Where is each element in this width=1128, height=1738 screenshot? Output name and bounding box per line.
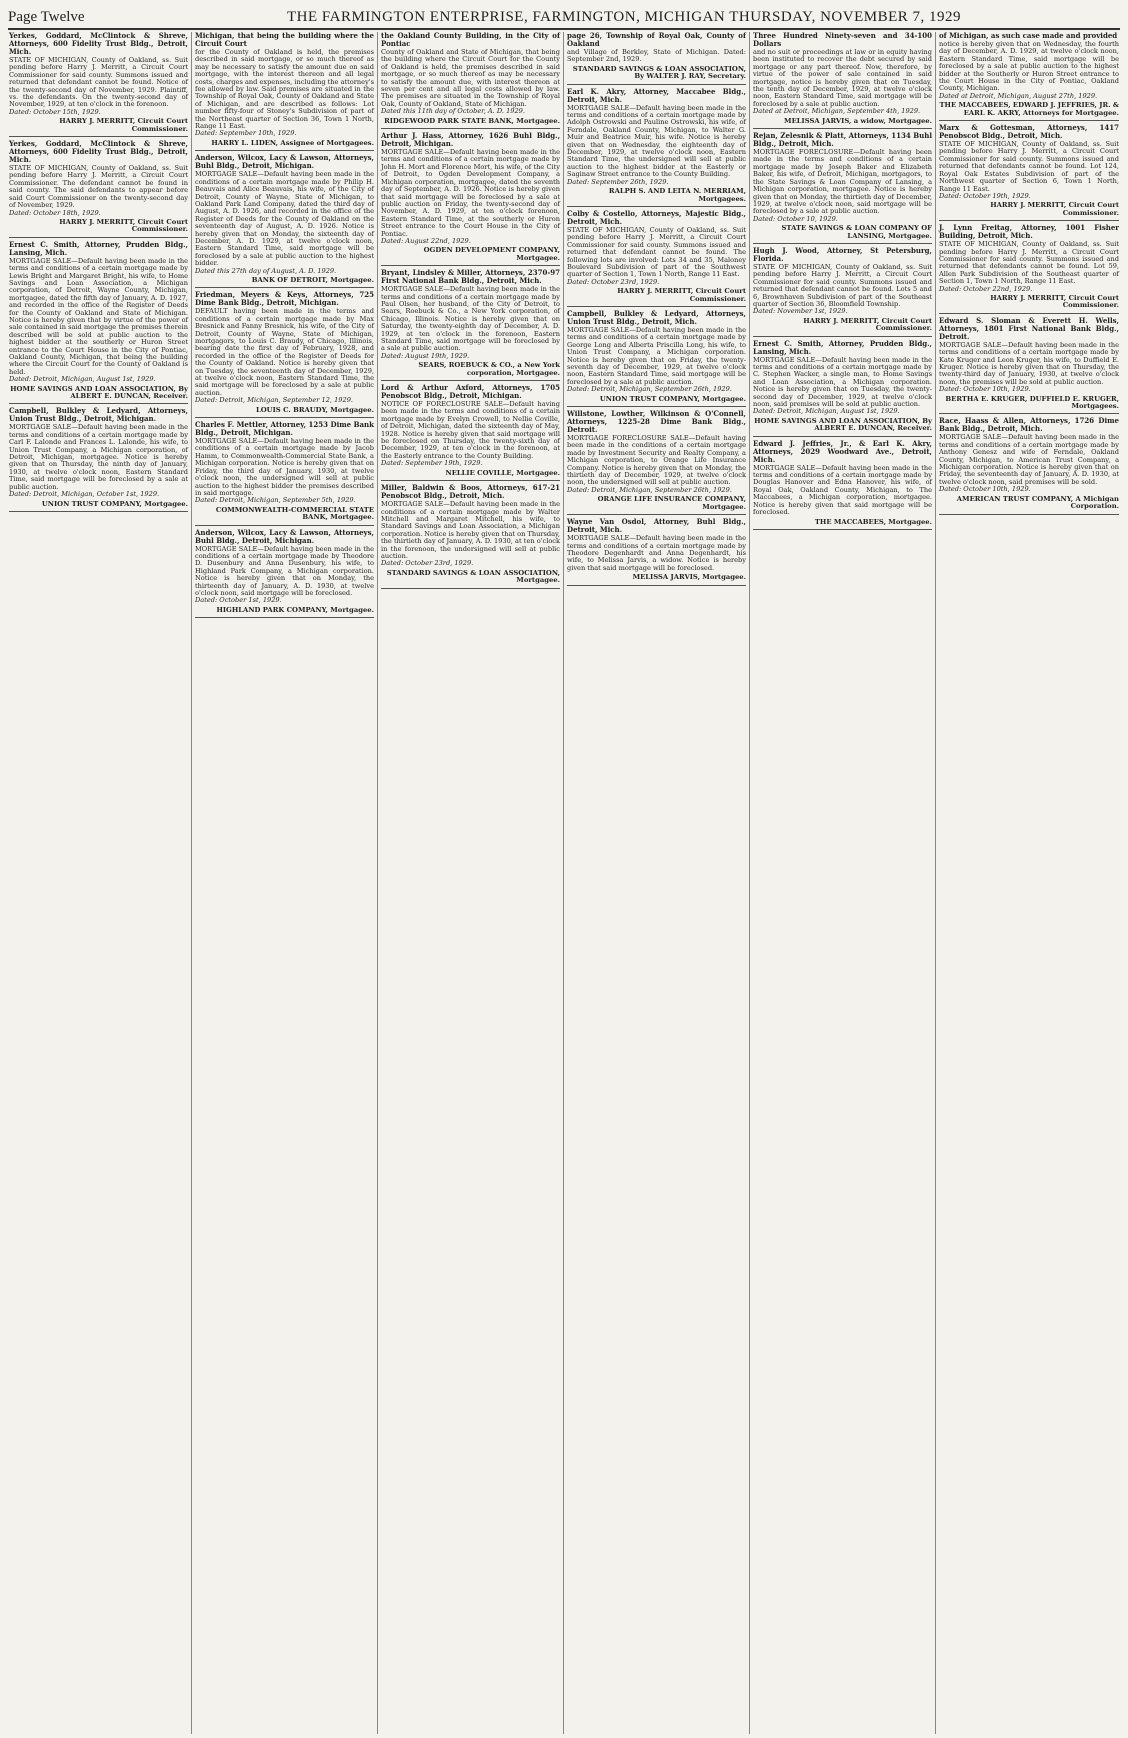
column-2 [192,32,378,1734]
notice-signature: ORANGE LIFE INSURANCE COMPANY, Mortgagee. [597,495,746,511]
notice-date: Dated: October 1st, 1929. [195,596,282,605]
notice-divider [939,313,1119,314]
notice-date: Dated: Detroit, Michigan, August 1st, 1929. [753,407,900,416]
notice-body: NOTICE OF FORECLOSURE SALE—Default having been made in the terms and conditions of a certain mortgage made by Evelyn Crowell, to Nellie Coville, of Detroit, Michigan, dated the sixteenth day of May, 1928. Notice is hereby given that said mortgage will be foreclosed on Thursday, the twenty-sixth day of December, 1929, at ten o'clock in the forenoon, at the Easterly entrance to the County Building. [381,400,560,460]
notice-heading: Charles F. Mettler, Attorney, 1253 Dime Bank Bldg., Detroit, Michigan. [195,420,374,438]
notice-heading: Hugh J. Wood, Attorney, St Petersburg, Florida. [753,245,932,263]
notice-heading: Yerkes, Goddard, McClintock & Shreve, Attorneys, 600 Fidelity Trust Bldg., Detroit, Mich. [9,32,188,56]
notice-heading: Friedman, Meyers & Keys, Attorneys, 725 Dime Bank Bldg., Detroit, Michigan. [195,290,374,308]
notice-body: MORTGAGE SALE—Default having been made in the terms and conditions of a certain mortgage made by C. Stephen Wacker, a single man, to Home Savings and Loan Association, a Michigan corporation. Notice is hereby given that on Tuesday, the twenty-second day of December, 1929, at twelve o'clock noon, said premises will be sold at public auction. [753,355,932,409]
notice-signature: HARRY J. MERRITT, Circuit Court Commissioner. [617,287,746,303]
notice-body: MORTGAGE FORECLOSURE SALE—Default having been made in the conditions of a certain mortgage made by Investment Security and Realty Company, a Michigan corporation, to Orange Life Insurance Company. Notice is hereby given that on Monday, the thirtieth day of December, 1929, at twelve o'clock noon, the undersigned will sell at public auction. [567,434,746,487]
notice-date: Dated: October 23rd, 1929. [567,277,660,286]
notice-signature: HARRY J. MERRITT, Circuit Court Commissioner. [990,293,1119,310]
notice-body: County of Oakland and State of Michigan, that being the building where the Circuit Court for the County of Oakland is held, the premises described in said mortgage, or so much thereof as may be necessary to satisfy the amount due, with interest thereon at seven per cent and all legal costs allowed by law. The premises are situated in the Township of Royal Oak, County of Oakland, State of Michigan. [381,48,560,108]
notice-body: notice is hereby given that on Wednesday, the fourth day of December, A. D. 1929, at twelve o'clock noon, Eastern Standard Time, said mortgage will be foreclosed by a sale at public auction to the highest bidder at the Southerly or Huron Street entrance to the Court House in the City of Pontiac, Oakland County, Michigan. [939,40,1119,93]
legal-notice [939,32,1119,117]
notice-divider [753,243,932,244]
notice-heading: Miller, Baldwin & Boos, Attorneys, 617-21 Penobscot Bldg., Detroit, Mich. [381,483,560,501]
notice-body: STATE OF MICHIGAN, County of Oakland, ss. Suit pending before Harry J. Merritt, a Circuit Court Commissioner for said county. Summons issued and returned that defendants cannot be found. Lot 124, Royal Oak Estates Subdivision of part of the Northwest quarter of Section 6, Town 1 North, Range 11 East. [939,140,1119,193]
newspaper-title: THE FARMINGTON ENTERPRISE, FARMINGTON, MICHIGAN THURSDAY, NOVEMBER 7, 1929 [287,9,961,25]
legal-notice [567,210,746,303]
notice-body: for the County of Oakland is held, the premises described in said mortgage, or so much thereof as may be necessary to satisfy the amount due on said mortgage, with the interest thereon and all legal costs, charges and expenses, including the attorney's fee allowed by law. Said premises are situated in the Township of Royal Oak, County of Oakland and State of Michigan, and are described as follows: Lot number fifty-four of Stoney's Subdivision of part of the Northeast quarter of Section 36, Town 1 North, Range 11 East. [195,48,374,131]
notice-heading: Edward J. Jeffries, Jr., & Earl K. Akry, Attorneys, 2029 Woodward Ave., Detroit, Mich. [753,438,932,464]
notice-body: MORTGAGE SALE—Default having been made in the conditions of a certain mortgage made by Philip H. Beauvais and Alice Beauvais, his wife, of the City of Detroit, County of Wayne, State of Michigan, to Oakland Park Land Company, dated the third day of August, A. D. 1926, and recorded in the office of the Register of Deeds for the County of Oakland on the seventeenth day of August, A. D. 1926. Notice is hereby given that on Monday, the sixteenth day of December, A. D. 1929, at twelve o'clock noon, Eastern Standard Time, said mortgage will be foreclosed by a sale at public auction to the highest bidder. [195,170,374,268]
notice-signature: OGDEN DEVELOPMENT COMPANY, Mortgagee. [423,246,560,262]
legal-notice [567,310,746,403]
notice-divider [567,585,746,586]
legal-notice [939,317,1119,411]
legal-notice [753,340,932,433]
notice-date: Dated: September 26th, 1929. [567,177,669,186]
notice-date: Dated: Detroit, Michigan, September 26th, 1929. [567,385,732,394]
notice-date: Dated: August 19th, 1929. [381,351,470,360]
notice-body: MORTGAGE SALE—Default having been made in the conditions of a certain mortgage made by Walter Mitchell and Margaret Mitchell, his wife, to Standard Savings and Loan Association, a Michigan corporation. Notice is hereby given that on Thursday, the thirtieth day of January, A. D. 1930, at ten o'clock in the forenoon, the undersigned will sell at public auction. [381,500,560,560]
notice-divider [381,380,560,381]
notice-heading: Michigan, that being the building where the Circuit Court [195,32,374,48]
legal-notice [753,247,932,333]
legal-notices-columns [6,32,1122,1734]
notice-divider [381,588,560,589]
notice-signature: AMERICAN TRUST COMPANY, A Michigan Corporation. [956,494,1119,511]
legal-notice [381,484,560,584]
legal-notice [939,417,1119,510]
notice-heading: Three Hundred Ninety-seven and 34-100 Dollars [753,32,932,48]
notice-date: Dated: October 23rd, 1929. [381,559,474,568]
notice-divider [381,480,560,481]
notice-divider [939,120,1119,121]
notice-heading: Lord & Arthur Axford, Attorneys, 1705 Penobscot Bldg., Detroit, Michigan. [381,383,560,401]
notice-date: Dated: Detroit, Michigan, October 1st, 1929. [9,490,160,499]
notice-date: Dated: October 10th, 1929. [939,485,1031,494]
notice-heading: Race, Haass & Allen, Attorneys, 1726 Dime Bank Bldg., Detroit, Mich. [939,416,1119,434]
notice-date: Dated: September 19th, 1929. [381,459,483,468]
notice-date: Dated: September 10th, 1929. [195,129,297,138]
notice-signature: BANK OF DETROIT, Mortgagee. [251,275,374,284]
notice-date: Dated: October 22nd, 1929. [939,284,1033,293]
legal-notice [753,32,932,125]
notice-divider [753,128,932,129]
notice-signature: HARRY J. MERRITT, Circuit Court Commissioner. [803,316,932,333]
notice-divider [9,403,188,404]
legal-notice [381,32,560,125]
notice-date: Dated: Detroit, Michigan, September 26th, 1929. [567,485,732,494]
column-1 [6,32,192,1734]
column-4 [564,32,750,1734]
notice-date: Dated at Detroit, Michigan, August 27th, 1929. [939,91,1098,100]
notice-heading: Ernest C. Smith, Attorney, Prudden Bldg., Lansing, Mich. [9,239,188,257]
notice-divider [567,84,746,85]
notice-body: MORTGAGE SALE—Default having been made in the terms and conditions of a certain mortgage made by Anthony Genesz and wife of Ferndale, Oakland County, Michigan, to American Trust Company, a Michigan corporation. Notice is hereby given that on Friday, the seventeenth day of January, A. D. 1930, at twelve o'clock noon, said premises will be sold. [939,433,1119,486]
notice-divider [9,511,188,512]
notice-heading: Campbell, Bulkley & Ledyard, Attorneys, Union Trust Bldg., Detroit, Mich. [567,308,746,326]
notice-heading: Arthur J. Hass, Attorney, 1626 Buhl Bldg., Detroit, Michigan. [381,131,560,149]
notice-heading: Earl K. Akry, Attorney, Maccabee Bldg., Detroit, Mich. [567,86,746,104]
notice-date: Dated: October 10th, 1929. [939,385,1031,394]
notice-signature: STANDARD SAVINGS & LOAN ASSOCIATION, Mortgagee. [386,568,560,585]
legal-notice [195,154,374,284]
notice-divider [567,306,746,307]
notice-body: MORTGAGE SALE—Default having been made in the terms and conditions of a certain mortgage made by George Long and Alberta Priscilla Long, his wife, to Union Trust Company, a Michigan corporation. Notice is hereby given that on Friday, the twenty-seventh day of December, 1929, at twelve o'clock noon, Eastern Standard Time, said mortgage will be foreclosed by a sale at public auction. [567,325,746,386]
legal-notice [195,421,374,521]
notice-body: DEFAULT having been made in the terms and conditions of a certain mortgage made by Max Bresnick and Fanny Bresnick, his wife, of the City of Detroit, County of Wayne, State of Michigan, mortgagors, to Louis C. Braudy, of Chicago, Illinois, bearing date the first day of February, 1928, and recorded in the office of the Register of Deeds for the County of Oakland. Notice is hereby given that on Tuesday, the seventeenth day of December, 1929, at twelve o'clock noon, Eastern Standard Time, the said mortgage will be foreclosed by a sale at public auction. [195,307,374,397]
notice-body: MORTGAGE SALE—Default having been made in the terms and conditions of a certain mortgage made by Adolph Ostrowski and Pauline Ostrowski, his wife, of Ferndale, Oakland County, Michigan, to Walter G. Muir and Beatrice Muir, his wife. Notice is hereby given that on Wednesday, the eighteenth day of December, 1929, at twelve o'clock noon, Eastern Standard Time, the undersigned will sell at public auction to the highest bidder at the Easterly or Saginaw Street entrance to the County Building. [567,103,746,179]
notice-date: Dated this 27th day of August, A. D. 1929. [195,266,337,275]
notice-divider [939,220,1119,221]
notice-divider [753,436,932,437]
notice-body: STATE OF MICHIGAN, County of Oakland, ss. Suit pending before Harry J. Merritt, a Circuit Court Commissioner for said county. Summons issued and returned that defendant cannot be found. Lots 5 and 6, Brownhaven Subdivision of part of the Southeast quarter of Section 36, Bloomfield Township. [753,262,932,308]
notice-signature: RIDGEWOOD PARK STATE BANK, Mortgagee. [384,116,560,125]
notice-body: STATE OF MICHIGAN, County of Oakland, ss. Suit pending before Harry J. Merritt, a Circuit Court Commissioner for said county. Summons issued and returned that defendant cannot be found. The following lots are involved: Lots 34 and 35, Maloney Boulevard Subdivision of part of the Southwest quarter of Section 1, Town 1 North, Range 11 East. [567,225,746,279]
legal-notice [381,132,560,262]
notice-divider [9,136,188,137]
notice-signature: HARRY L. LIDEN, Assignee of Mortgagees. [211,138,374,147]
page-number: Page Twelve [8,9,85,25]
notice-date: Dated: August 22nd, 1929. [381,236,471,245]
notice-divider [753,529,932,530]
notice-divider [195,617,374,618]
notice-body: MORTGAGE SALE—Default having been made in the terms and conditions of a certain mortgage made by Lewis Bright and Margaret Bright, his wife, to Home Savings and Loan Association, a Michigan corporation, of Detroit, Wayne County, Michigan, mortgagee, dated the fifth day of January, A. D. 1927, and recorded in the office of the Register of Deeds for the County of Oakland and State of Michigan. Notice is hereby given that by virtue of the power of sale contained in said mortgage the premises therein described will be sold at public auction to the highest bidder at the southerly or Huron Street entrance to the Court House in the City of Pontiac, Oakland County, Michigan, that being the building where the Circuit Court for the County of Oakland is held. [9,256,188,376]
notice-body: and no suit or proceedings at law or in equity having been instituted to recover the debt secured by said mortgage or any part thereof. Now, therefore, by virtue of the power of sale contained in said mortgage, notice is hereby given that on Tuesday, the tenth day of December, 1929, at twelve o'clock noon, Eastern Standard Time, said mortgage will be foreclosed by a sale at public auction. [753,48,932,108]
notice-signature: NELLIE COVILLE, Mortgagee. [445,468,560,477]
notice-divider [567,406,746,407]
notice-signature: RALPH S. AND LEITA N. MERRIAM, Mortgagees. [608,187,746,203]
legal-notice [939,124,1119,217]
legal-notice [567,32,746,81]
notice-divider [381,128,560,129]
notice-body: and Village of Berkley, State of Michigan. Dated: September 2nd, 1929. [567,48,746,64]
notice-divider [939,514,1119,515]
notice-body: STATE OF MICHIGAN, County of Oakland, ss. Suit pending before Harry J. Merritt, a Circuit Court Commissioner for said county. Summons issued and returned that defendant cannot be found. Notice of the twenty-second day of November, 1929. Plaintiff, vs. the defendants. On the twenty-second day of November, 1929, at ten o'clock in the forenoon. [9,56,188,109]
legal-notice [195,32,374,147]
notice-signature: COMMONWEALTH-COMMERCIAL STATE BANK, Mortgagee. [215,505,374,522]
column-5 [750,32,936,1734]
notice-signature: THE MACCABEES, EDWARD J. JEFFRIES, JR. & EARL K. AKRY, Attorneys for Mortgagee. [939,101,1119,117]
notice-signature: STATE SAVINGS & LOAN COMPANY OF LANSING, Mortgagee. [781,224,932,240]
notice-signature: MELISSA JARVIS, a widow, Mortgagee. [784,116,932,125]
notice-heading: Anderson, Wilcox, Lacy & Lawson, Attorneys, Buhl Bldg., Detroit, Michigan. [195,527,374,545]
notice-signature: MELISSA JARVIS, Mortgagee. [632,573,746,582]
notice-signature: SEARS, ROEBUCK & CO., a New York corporation, Mortgagee. [418,361,560,377]
legal-notice [939,224,1119,310]
legal-notice [753,132,932,240]
notice-signature: LOUIS C. BRAUDY, Mortgagee. [255,405,374,414]
notice-signature: HARRY J. MERRITT, Circuit Court Commissioner. [59,117,188,133]
notice-date: Dated: October 15th, 1929. [9,107,101,116]
notice-date: Dated: Detroit, Michigan, September 5th, 1929. [195,496,356,505]
legal-notice [9,407,188,507]
notice-signature: UNION TRUST COMPANY, Mortgagee. [41,499,188,508]
notice-divider [381,265,560,266]
notice-body: MORTGAGE SALE—Default having been made in the terms and conditions of a certain mortgage made by Theodore Degenhardt and Anna Degenhardt, his wife, to Melissa Jarvis, a widow. Notice is hereby given that said mortgage will be foreclosed. [567,534,746,572]
notice-date: Dated at Detroit, Michigan, September 4th, 1929. [753,107,921,116]
notice-divider [195,287,374,288]
notice-heading: Campbell, Bulkley & Ledyard, Attorneys, Union Trust Bldg., Detroit, Michigan. [9,406,188,424]
notice-divider [195,525,374,526]
notice-divider [939,413,1119,414]
notice-body: STATE OF MICHIGAN, County of Oakland, ss. Suit pending before Harry J. Merritt, a Circuit Court Commissioner for said county. Summons issued and returned that defendants cannot be found. Lot 59, Allen Park Subdivision of the Southeast quarter of Section 1, Town 1 North, Range 11 East. [939,240,1119,286]
legal-notice [9,241,188,401]
legal-notice [195,529,374,615]
notice-body: MORTGAGE SALE—Default having been made in the conditions of a certain mortgage made by Theodore D. Dusenbury and Anna Dusenbury, his wife, to Highland Park Company, a Michigan corporation. Notice is hereby given that on Monday, the thirteenth day of January, A. D. 1930, at twelve o'clock noon, said mortgage will be foreclosed. [195,544,374,597]
notice-body: MORTGAGE SALE—Default having been made in the terms and conditions of a certain mortgage made by Kate Kruger and Leon Kruger, his wife, to Duffield E. Kruger. Notice is hereby given that on Thursday, the twenty-third day of January, 1930, at twelve o'clock noon, the premises will be sold at public auction. [939,340,1119,386]
legal-notice [567,410,746,511]
legal-notice [195,291,374,414]
notice-signature: THE MACCABEES, Mortgagee. [814,517,932,526]
notice-body: MORTGAGE SALE—Default having been made in the terms and conditions of a certain mortgage made by John H. Mort and Florence Mort, his wife, of the City of Detroit, to Ogden Development Company, a Michigan corporation, mortgagee, dated the seventh day of September, A. D. 1926. Notice is hereby given that said mortgage will be foreclosed by a sale at public auction on Friday, the twenty-second day of November, A. D. 1929, at ten o'clock forenoon, Eastern Standard Time, at the southerly or Huron Street entrance to the Court House in the City of Pontiac. [381,148,560,238]
notice-body: STATE OF MICHIGAN, County of Oakland, ss. Suit pending before Harry J. Merritt, a Circuit Court Commissioner. The defendant cannot be found in said county. The said defendants to appear before said Court Commissioner on the twenty-second day of November, 1929. [9,164,188,210]
notice-date: Dated: October 10, 1929. [753,214,838,223]
notice-date: Dated this 11th day of October, A. D. 1929. [381,107,525,116]
column-6 [936,32,1122,1734]
notice-heading: Rejan, Zelesnik & Platt, Attorneys, 1134 Buhl Bldg., Detroit, Mich. [753,131,932,149]
notice-body: MORTGAGE SALE—Default having been made in the conditions of a certain mortgage made by Jacob Hamm, to Commonwealth-Commercial State Bank, a Michigan corporation. Notice is hereby given that on Friday, the third day of January, 1930, at twelve o'clock noon, the undersigned will sell at public auction to the highest bidder the premises described in said mortgage. [195,437,374,497]
column-3 [378,32,564,1734]
notice-heading: Ernest C. Smith, Attorney, Prudden Bldg., Lansing, Mich. [753,338,932,356]
notice-body: MORTGAGE SALE—Default having been made in the terms and conditions of a certain mortgage made by Douglas Hanover and Edna Hanover, his wife, of Royal Oak, Oakland County, Michigan, to The Maccabees, a Michigan corporation, mortgagee. Notice is hereby given that said mortgage will be foreclosed. [753,463,932,517]
notice-body: MORTGAGE SALE—Default having been made in the terms and conditions of a certain mortgage made by Carl F. Lalonde and Frances L. Lalonde, his wife, to Union Trust Company, a Michigan corporation, of Detroit, Michigan, mortgagee. Notice is hereby given that on Thursday, the ninth day of January, 1930, at twelve o'clock noon, Eastern Standard Time, said mortgage will be foreclosed by a sale at public auction. [9,423,188,491]
legal-notice [9,32,188,133]
notice-heading: the Oakland County Building, in the City of Pontiac [381,32,560,48]
notice-divider [195,417,374,418]
notice-divider [567,206,746,207]
notice-heading: Bryant, Lindsley & Miller, Attorneys, 2370-97 First National Bank Bldg., Detroit, Mich. [381,268,560,286]
notice-heading: J. Lynn Freitag, Attorney, 1001 Fisher Building, Detroit, Mich. [939,223,1119,241]
notice-signature: HIGHLAND PARK COMPANY, Mortgagee. [216,605,374,614]
legal-notice [567,518,746,581]
notice-signature: HOME SAVINGS AND LOAN ASSOCIATION, By ALBERT E. DUNCAN, Receiver. [10,384,188,401]
notice-divider [753,336,932,337]
notice-divider [195,150,374,151]
notice-signature: STANDARD SAVINGS & LOAN ASSOCIATION, By WALTER J. RAY, Secretary. [572,64,746,81]
legal-notice [567,88,746,203]
notice-signature: UNION TRUST COMPANY, Mortgagee. [599,394,746,403]
notice-heading: of Michigan, as such case made and provided [939,32,1118,40]
legal-notice [381,269,560,377]
notice-date: Dated: Detroit, Michigan, August 1st, 1929. [9,375,156,384]
notice-heading: Edward S. Sloman & Everett H. Wells, Attorneys, 1801 First National Bank Bldg., Detroit. [939,315,1119,341]
notice-heading: Wayne Van Osdol, Attorney, Buhl Bldg., Detroit, Mich. [567,517,746,535]
notice-date: Dated: October 19th, 1929. [939,191,1031,200]
notice-heading: Anderson, Wilcox, Lacy & Lawson, Attorneys, Buhl Bldg., Detroit, Michigan. [195,153,374,171]
notice-divider [9,237,188,238]
notice-date: Dated: October 18th, 1929. [9,208,101,217]
notice-signature: BERTHA E. KRUGER, DUFFIELD E. KRUGER, Mortgagees. [945,394,1119,411]
notice-heading: page 26, Township of Royal Oak, County of Oakland [567,32,746,48]
notice-signature: HARRY J. MERRITT, Circuit Court Commissioner. [990,201,1119,217]
legal-notice [381,384,560,477]
notice-heading: Yerkes, Goddard, McClintock & Shreve, Attorneys, 600 Fidelity Trust Bldg., Detroit, Mich. [9,139,188,165]
notice-signature: HOME SAVINGS AND LOAN ASSOCIATION, By ALBERT E. DUNCAN, Receiver. [754,416,932,433]
notice-heading: Colby & Costello, Attorneys, Majestic Bldg., Detroit, Mich. [567,208,746,226]
notice-divider [567,514,746,515]
legal-notice [9,140,188,234]
notice-signature: HARRY J. MERRITT, Circuit Court Commissioner. [59,217,188,234]
notice-body: MORTGAGE SALE—Default having been made in the terms and conditions of a certain mortgage made by Paul Olsen, her husband, of the City of Detroit, to Sears, Roebuck & Co., a New York corporation, of Chicago, Illinois. Notice is hereby given that on Saturday, the twenty-eighth day of December, A. D. 1929, at ten o'clock in the forenoon, Eastern Standard Time, said mortgage will be foreclosed by a sale at public auction. [381,285,560,353]
legal-notice [753,440,932,526]
notice-body: MORTGAGE FORECLOSURE—Default having been made in the terms and conditions of a certain mortgage made by Joseph Baker and Elizabeth Baker, his wife, of Detroit, Michigan, mortgagors, to the State Savings & Loan Company of Lansing, a Michigan corporation, mortgagee. Notice is hereby given that on Monday, the thirtieth day of December, 1929, at twelve o'clock noon, said mortgage will be foreclosed by a sale at public auction. [753,148,932,216]
notice-heading: Marx & Gottesman, Attorneys, 1417 Penobscot Bldg., Detroit, Mich. [939,123,1119,141]
notice-date: Dated: Detroit, Michigan, September 12, 1929. [195,396,353,405]
notice-date: Dated: November 1st, 1929. [753,307,848,316]
notice-heading: Willstone, Lowther, Wilkinson & O'Connell, Attorneys, 1225-28 Dime Bank Bldg., Detroit. [567,409,746,435]
masthead [8,6,1120,30]
